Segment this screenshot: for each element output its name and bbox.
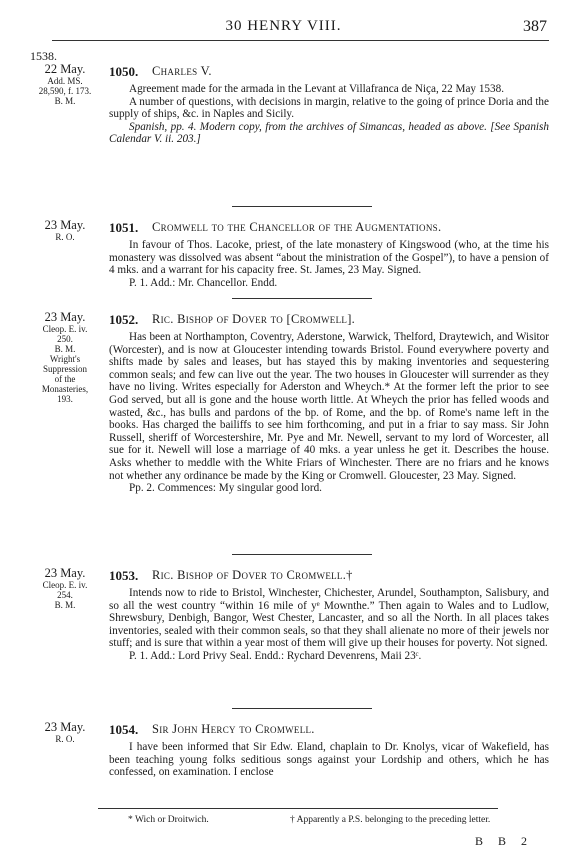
source-ref: B. M. (54, 600, 76, 610)
footnote-rule (98, 808, 498, 809)
paragraph: P. 1. Add.: Mr. Chancellor. Endd. (129, 276, 278, 289)
entry-number: 1052. (109, 312, 139, 327)
source-ref: Cleop. E. iv. (42, 324, 88, 334)
entry-margin (26, 220, 104, 242)
entry-separator (232, 554, 372, 555)
page-number: 387 (523, 18, 547, 35)
entry-number: 1053. (109, 568, 139, 583)
entry-body (109, 331, 549, 495)
source-ref: 254. (57, 590, 73, 600)
entry-date: 22 May. (44, 62, 86, 76)
entry-date: 23 May. (44, 218, 86, 232)
paragraph: P. 1. Add.: Lord Privy Seal. Endd.: Rychard Devenrens, Maii 23ᶜ. (129, 649, 422, 662)
header-rule (52, 40, 549, 41)
entry-number: 1051. (109, 220, 139, 235)
entry-number: 1054. (109, 722, 139, 737)
entry-heading: Cromwell to the Chancellor of the Augmentations. (152, 220, 442, 234)
paragraph: Spanish, pp. 4. Modern copy, from the archives of Simancas, headed as above. [See Spanish Calendar V. ii. 203.] (109, 120, 549, 146)
source-ref: B. M. (54, 96, 76, 106)
entry-separator (232, 206, 372, 207)
entry-margin (26, 64, 104, 106)
entry-heading: Ric. Bishop of Dover to Cromwell.† (152, 568, 353, 582)
entry-body (109, 587, 549, 663)
source-ref: 28,590, f. 173. (38, 86, 92, 96)
entry-separator (232, 298, 372, 299)
source-ref: Add. MS. (47, 76, 83, 86)
entry-heading: Ric. Bishop of Dover to [Cromwell]. (152, 312, 356, 326)
paragraph: Pp. 2. Commences: My singular good lord. (129, 482, 322, 495)
paragraph: I have been informed that Sir Edw. Eland, chaplain to Dr. Knolys, vicar of Wakefield, has been teaching young folks seditious songs against your Lordship and others, which he has confessed, on examination. I enclose (109, 741, 549, 779)
source-ref: 193. (57, 394, 73, 404)
entry-heading: Charles V. (152, 64, 212, 78)
running-header (0, 18, 567, 38)
entry-separator (232, 708, 372, 709)
source-ref: Wright's (49, 354, 81, 364)
paragraph: Agreement made for the armada in the Levant at Villafranca de Niça, 22 May 1538. (129, 83, 504, 95)
source-ref: Monasteries, (41, 384, 89, 394)
entry-margin (26, 722, 104, 744)
source-ref: 250. (57, 334, 73, 344)
paragraph: In favour of Thos. Lacoke, priest, of the late monastery of Kingswood (who, at the time his monastery was dissolved was absent “about the ministration of the Gospel”), to have a pension of 4 mks. and a warrant for his capacity free. St. James, 23 May. Signed. (109, 239, 549, 277)
entry-date: 23 May. (44, 310, 86, 324)
footnote: † Apparently a P.S. belonging to the preceding letter. (290, 815, 491, 825)
footnote: * Wich or Droitwich. (128, 815, 209, 825)
entry-date: 23 May. (44, 720, 86, 734)
entry-body (109, 239, 549, 289)
entry-date: 23 May. (44, 566, 86, 580)
source-ref: of the (54, 374, 76, 384)
entry-body (109, 83, 549, 146)
source-ref: Cleop. E. iv. (42, 580, 88, 590)
source-ref: R. O. (55, 734, 75, 744)
paragraph: Intends now to ride to Bristol, Winchester, Chichester, Arundel, Southampton, Salisbury, and so all the west country “within 16 mile of yᵉ Mownthe.” Then again to Wales and to Ludlow, Shrewsbury, Denbigh, Bangor, West Chester, Lancaster, and so all the North. In all places takes inventories, sealed with their common seals, so that they shall alienate no more of their jewels nor stuff; and is sure that within a year most of them will give up their houses for poverty. Not signed. (109, 587, 549, 650)
signature-mark: B B 2 (474, 834, 533, 848)
entry-heading: Sir John Hercy to Cromwell. (152, 722, 315, 736)
running-title: 30 HENRY VIII. (225, 18, 342, 34)
source-ref: B. M. (54, 344, 76, 354)
paragraph: A number of questions, with decisions in margin, relative to the going of prince Doria and the supply of ships, &c. in Naples and Sicily. (109, 95, 549, 121)
source-ref: Suppression (42, 364, 87, 374)
year-label: 1538. (30, 49, 57, 63)
entry-body (109, 741, 549, 779)
entry-margin (26, 312, 104, 404)
paragraph: Has been at Northampton, Coventry, Aderstone, Warwick, Thelford, Draytewich, and Wisitor (Worcester), and is now at Gloucester intending towards Bristol. Found everywhere poverty and shifts made by sales and leases, but has stayed this by making inventories and sequestering common seals; and few can live out the year. The two houses in Gloucester will surrender as they have no living. Writes especially for Aderston and Wheych.* At the former left the prior to see God served, but all is gone and the house worth little. At Wheych the prior has felled woods and wasted, &c., has bulls and pardons of the bp. of Rome, and the bp. of Rome's name left in the books. Has charged the bailiffs to see him forthcoming, and put in a friar to say mass. Sir John Russell, sheriff of Worcestershire, Mr. Pye and Mr. Newell, servant to my lord of Worcester, all sue for it. Newell will lose a marriage of 40 mks. a year unless he get it. Describes the house. Asks whether to meddle with the White Friars of Winchester. There are no friars and he knows not whether any ordinance be made by the King or Cromwell. Gloucester, 23 May. Signed. (109, 331, 549, 482)
source-ref: R. O. (55, 232, 75, 242)
entry-number: 1050. (109, 64, 139, 79)
entry-margin (26, 568, 104, 610)
